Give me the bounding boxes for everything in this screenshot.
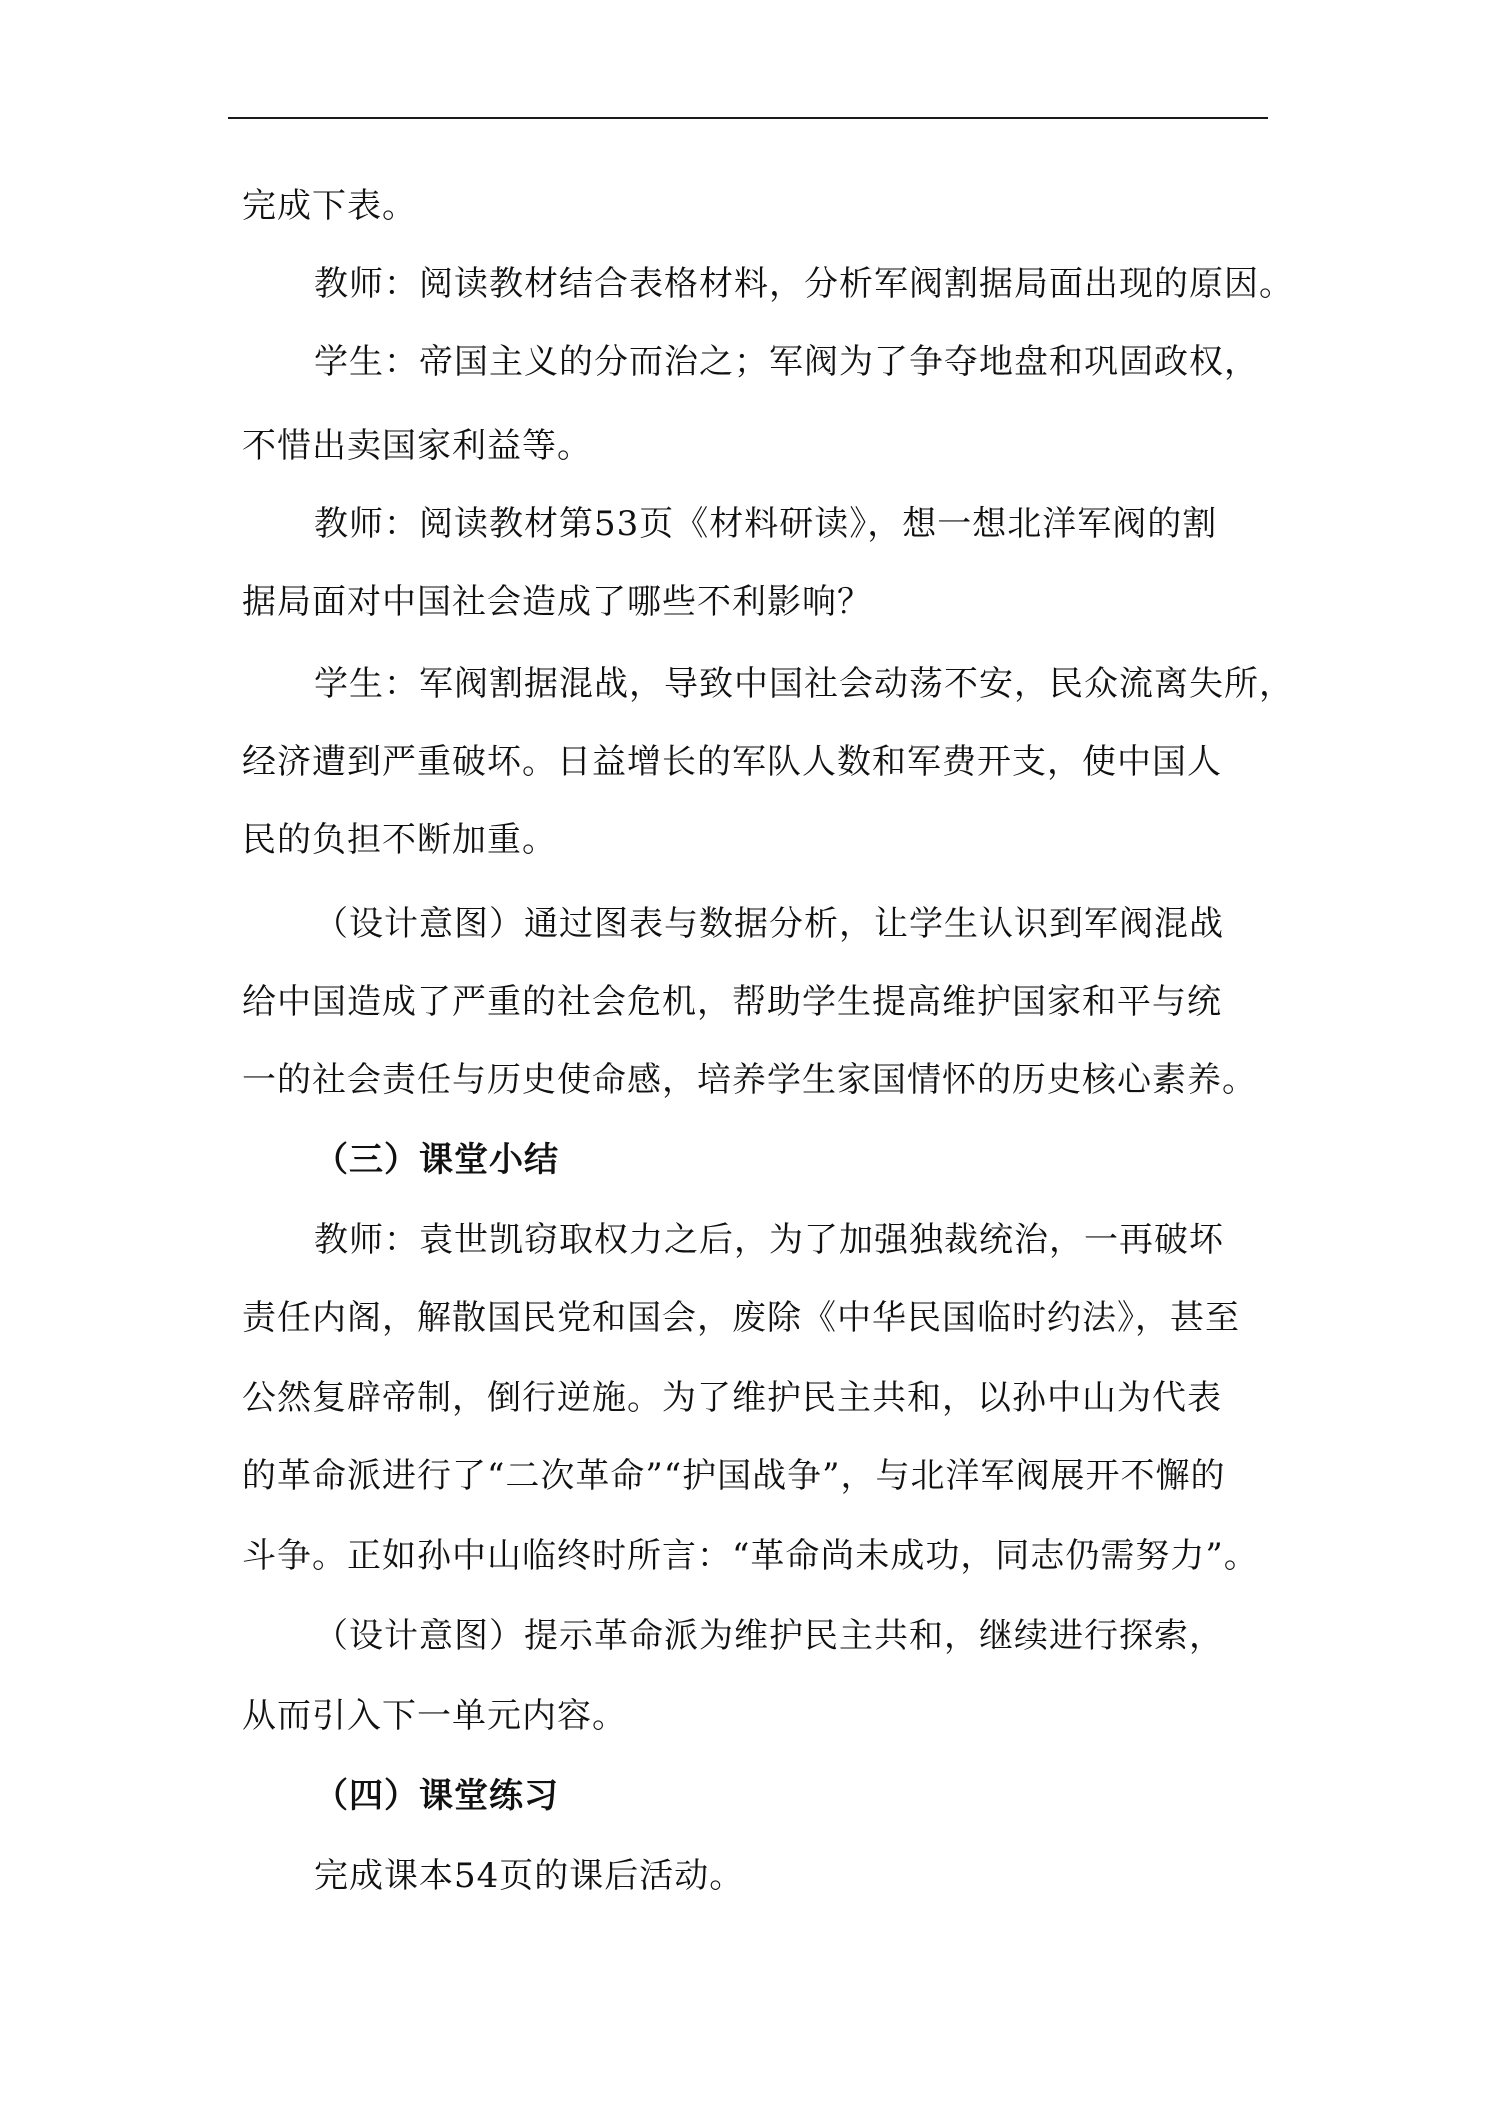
- text-line-11: 给中国造成了严重的社会危机，帮助学生提高维护国家和平与统: [242, 982, 1222, 1022]
- text-line-17: 的革命派进行了“二次革命”“护国战争”，与北洋军阀展开不懈的: [242, 1456, 1226, 1496]
- text-line-19: （设计意图）提示革命派为维护民主共和，继续进行探索，: [314, 1616, 1224, 1656]
- section-heading-summary: （三）课堂小结: [314, 1140, 559, 1180]
- text-line-4: 不惜出卖国家利益等。: [242, 426, 592, 466]
- header-rule: [228, 117, 1268, 119]
- text-line-14: 教师：袁世凯窃取权力之后，为了加强独裁统治，一再破坏: [314, 1220, 1224, 1260]
- section-heading-practice: （四）课堂练习: [314, 1776, 559, 1816]
- text-line-22: 完成课本54页的课后活动。: [314, 1856, 745, 1896]
- text-line-15: 责任内阁，解散国民党和国会，废除《中华民国临时约法》，甚至: [242, 1298, 1240, 1338]
- text-line-9: 民的负担不断加重。: [242, 820, 557, 860]
- text-line-10: （设计意图）通过图表与数据分析，让学生认识到军阀混战: [314, 904, 1224, 944]
- text-line-6: 据局面对中国社会造成了哪些不利影响？: [242, 582, 872, 622]
- text-line-5: 教师：阅读教材第53页《材料研读》，想一想北洋军阀的割: [314, 504, 1218, 544]
- text-line-1: 完成下表。: [242, 186, 417, 226]
- text-line-20: 从而引入下一单元内容。: [242, 1696, 627, 1736]
- text-line-18: 斗争。正如孙中山临终时所言：“革命尚未成功，同志仍需努力”。: [242, 1536, 1259, 1576]
- text-line-2: 教师：阅读教材结合表格材料，分析军阀割据局面出现的原因。: [314, 264, 1294, 304]
- text-line-12: 一的社会责任与历史使命感，培养学生家国情怀的历史核心素养。: [242, 1060, 1257, 1100]
- text-line-3: 学生：帝国主义的分而治之；军阀为了争夺地盘和巩固政权，: [314, 342, 1259, 382]
- text-line-7: 学生：军阀割据混战，导致中国社会动荡不安，民众流离失所，: [314, 664, 1294, 704]
- text-line-8: 经济遭到严重破坏。日益增长的军队人数和军费开支，使中国人: [242, 742, 1222, 782]
- text-line-16: 公然复辟帝制，倒行逆施。为了维护民主共和，以孙中山为代表: [242, 1378, 1222, 1418]
